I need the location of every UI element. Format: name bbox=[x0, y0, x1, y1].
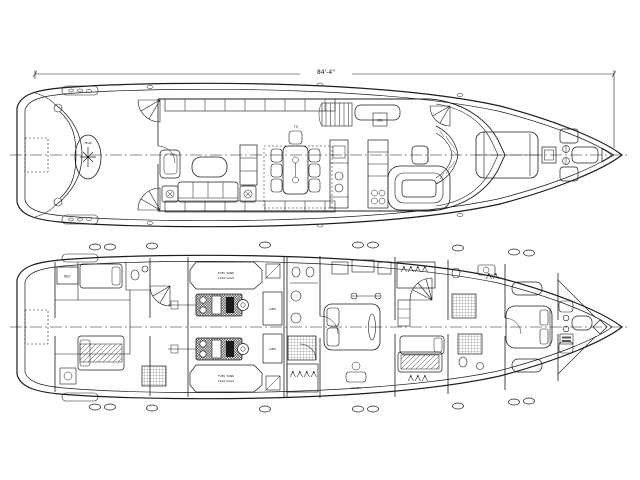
crew-head bbox=[131, 266, 148, 280]
stairs-down-box bbox=[373, 113, 387, 126]
fuel-tank-starboard bbox=[190, 365, 262, 392]
forward-heads bbox=[452, 265, 499, 370]
portholes-port bbox=[90, 242, 535, 256]
crew-washer-dryer bbox=[60, 368, 76, 384]
dinette bbox=[388, 166, 450, 210]
galley-counter-port bbox=[330, 140, 348, 208]
master-cabinets bbox=[332, 260, 391, 274]
stairs-pilothouse bbox=[430, 106, 450, 126]
corridor-and-guest-cabin bbox=[397, 262, 444, 381]
fuel-tank-stbd-line1: FUEL TANK bbox=[217, 374, 235, 378]
bidet bbox=[306, 267, 314, 277]
fuel-tank-port-line2: 1100 GALS bbox=[217, 276, 235, 280]
dinette-table bbox=[402, 180, 436, 197]
aft-table bbox=[75, 135, 101, 179]
vent-box-port bbox=[266, 264, 280, 278]
galley-counter-starboard bbox=[368, 140, 388, 208]
sun-pad bbox=[476, 132, 538, 178]
aft-table-label: TEAK bbox=[84, 141, 92, 145]
spec-box bbox=[560, 334, 573, 344]
vanity-label: VANITY bbox=[350, 386, 362, 390]
crew-berth-starboard bbox=[78, 336, 124, 370]
fuel-tank-port-line1: FUEL TANK bbox=[217, 271, 235, 275]
salon-cabinet-band bbox=[165, 99, 335, 111]
sofa bbox=[178, 182, 238, 202]
sink-2 bbox=[291, 313, 301, 323]
salon-window-band bbox=[165, 201, 335, 212]
toilet bbox=[292, 267, 300, 277]
hanging-locker-master bbox=[287, 364, 318, 392]
head-starboard bbox=[458, 334, 484, 370]
stairs-to-crew bbox=[150, 286, 170, 306]
overhead-rail bbox=[351, 293, 381, 299]
stairs-down-label: DN bbox=[377, 118, 383, 123]
stairs-to-master bbox=[288, 336, 316, 360]
gen-label-starboard: GEN bbox=[269, 347, 276, 351]
main-deck-plan bbox=[10, 83, 630, 227]
fuel-tank-port bbox=[190, 262, 262, 289]
stairs-aft-starboard bbox=[138, 188, 160, 210]
crew-quarters bbox=[25, 254, 170, 401]
master-vanity bbox=[346, 362, 366, 390]
gen-label-port: GEN bbox=[269, 307, 276, 311]
sideboard bbox=[240, 145, 257, 185]
crew-fridge bbox=[57, 267, 78, 284]
end-table-port bbox=[162, 186, 178, 202]
engine-starboard bbox=[168, 338, 249, 360]
crew-shower bbox=[142, 366, 166, 386]
armchair bbox=[160, 150, 180, 178]
ref-label: REF. bbox=[64, 274, 71, 279]
dimension-label: 84'-4" bbox=[316, 69, 336, 76]
coffee-table bbox=[192, 157, 227, 177]
crew-berth-port bbox=[80, 264, 122, 288]
master-stateroom bbox=[324, 260, 391, 390]
galley bbox=[319, 103, 450, 210]
dining-area bbox=[264, 125, 332, 208]
engine-port bbox=[168, 294, 249, 316]
anchor-rode-tray bbox=[572, 316, 592, 330]
stairs-spiral bbox=[410, 278, 432, 300]
locker bbox=[398, 300, 410, 326]
dimension-line bbox=[33, 66, 616, 148]
sink-1 bbox=[291, 291, 301, 301]
guest-bunks bbox=[398, 336, 444, 381]
stairs-flybridge bbox=[319, 103, 352, 126]
end-table-starboard bbox=[240, 186, 256, 202]
generator-port bbox=[263, 292, 282, 325]
portholes-starboard bbox=[90, 398, 535, 412]
tv-label: TV bbox=[293, 125, 299, 129]
vent-box-starboard bbox=[266, 376, 280, 390]
master-head bbox=[287, 267, 318, 392]
generator-starboard bbox=[263, 334, 282, 363]
fuel-tank-stbd-line2: 1100 GALS bbox=[217, 379, 235, 383]
helm-station bbox=[412, 106, 458, 184]
stairs-aft-port bbox=[138, 100, 160, 122]
lower-deck-plan bbox=[10, 242, 630, 412]
